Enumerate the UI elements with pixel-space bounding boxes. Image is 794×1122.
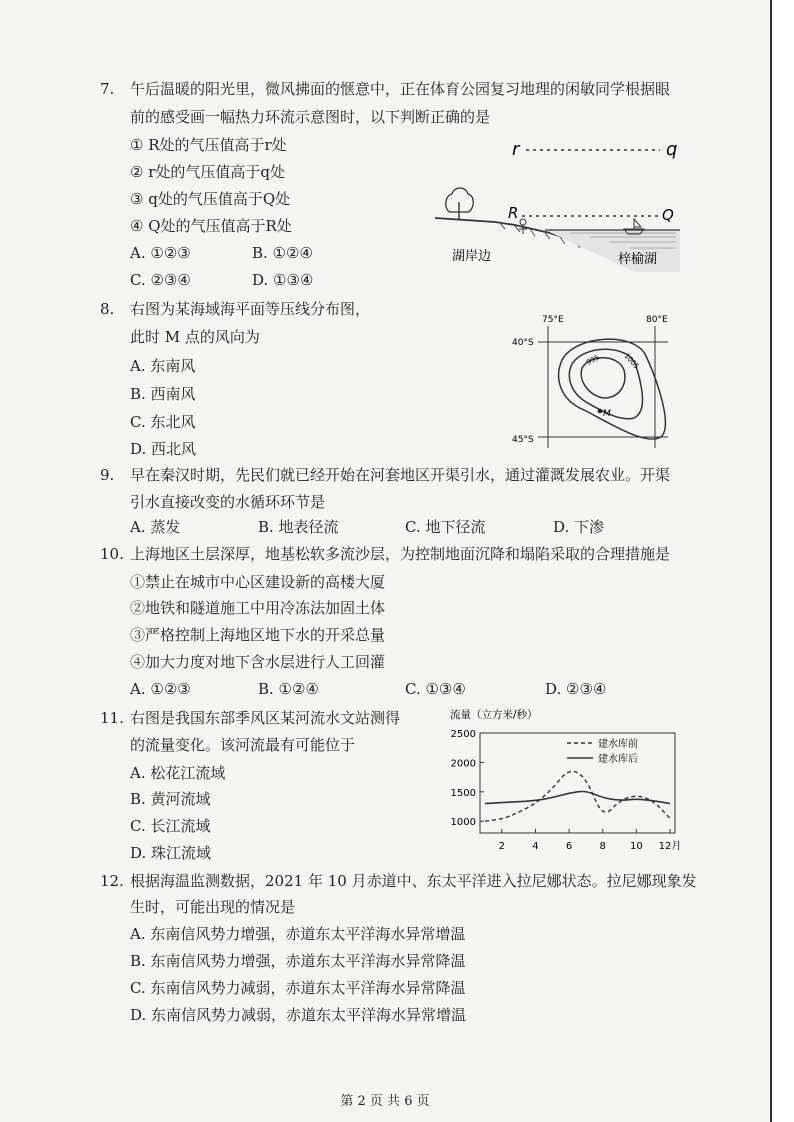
chart-plot-frame: [480, 733, 675, 833]
q12-stem-line2: 生时，可能出现的情况是: [130, 898, 296, 916]
q12-option-c: C. 东南信风势力减弱，赤道东太平洋海水异常降温: [130, 979, 466, 997]
q8-option-a: A. 东南风: [130, 357, 196, 375]
q7-option-c: C. ②③④: [130, 271, 191, 289]
q10-item-4: ④加大力度对地下含水层进行人工回灌: [130, 653, 386, 671]
q9-option-b: B. 地表径流: [258, 518, 339, 536]
q10-stem-line1: 上海地区土层深厚，地基松软多流沙层，为控制地面沉降和塌陷采取的合理措施是: [130, 545, 671, 563]
point-m-label: M: [603, 409, 611, 419]
q11-option-a: A. 松花江流域: [130, 764, 226, 782]
label-R: R: [508, 204, 519, 222]
isobar-label-1005: 1005: [622, 351, 641, 371]
q7-number: 7.: [100, 80, 115, 98]
chart-ylabel: 流量（立方米/秒）: [450, 709, 538, 721]
q10-item-1: ①禁止在城市中心区建设新的高楼大厦: [130, 573, 386, 591]
y-tick-label: 2000: [450, 758, 476, 770]
q9-option-a: A. 蒸发: [130, 518, 181, 536]
q9-number: 9.: [100, 466, 115, 484]
lake-water: [545, 230, 680, 272]
q12-option-a: A. 东南信风势力增强，赤道东太平洋海水异常增温: [130, 925, 466, 943]
q12-number: 12.: [100, 872, 124, 890]
q9-stem-line1: 早在秦汉时期，先民们就已经开始在河套地区开渠引水，通过灌溉发展农业。开渠: [130, 466, 671, 484]
x-tick-label: 10: [629, 841, 643, 852]
label-r: r: [512, 139, 520, 160]
q10-option-c: C. ①③④: [405, 680, 466, 698]
q8-option-d: D. 西北风: [130, 440, 197, 458]
q7-option-a: A. ①②③: [130, 244, 191, 262]
q9-stem-line2: 引水直接改变的水循环环节是: [130, 493, 326, 511]
q8-stem-line1: 右图为某海域海平面等压线分布图，: [130, 300, 371, 318]
legend-label-after: 建水库后: [598, 754, 638, 765]
q11-flow-chart: [440, 705, 690, 855]
y-tick-label: 1500: [450, 787, 476, 799]
x-tick-label: 8: [599, 841, 606, 852]
q8-option-b: B. 西南风: [130, 385, 196, 403]
q12-option-d: D. 东南信风势力减弱，赤道东太平洋海水异常增温: [130, 1006, 467, 1024]
lat-40s: 40°S: [512, 338, 534, 348]
y-tick-label: 2500: [450, 729, 476, 740]
x-tick-label: 12月: [658, 841, 682, 852]
q10-item-2: ②地铁和隧道施工中用冷冻法加固土体: [130, 599, 386, 617]
q10-option-d: D. ②③④: [545, 680, 607, 698]
x-tick-label: 4: [532, 841, 539, 852]
q10-option-b: B. ①②④: [258, 680, 319, 698]
right-page-margin: [772, 0, 794, 1122]
point-m-marker: [598, 409, 603, 414]
y-tick-label: 1000: [450, 817, 476, 829]
isobar-label-995: 995: [585, 353, 601, 367]
q7-stem-line1: 午后温暖的阳光里，微风拂面的惬意中，正在体育公园复习地理的闲敏同学根据眼: [130, 80, 671, 98]
q9-option-c: C. 地下径流: [405, 518, 486, 536]
q10-item-3: ③严格控制上海地区地下水的开采总量: [130, 626, 386, 644]
q8-isobar-map: [500, 312, 700, 450]
label-lake-side: 湖岸边: [452, 249, 492, 264]
q8-stem-line2: 此时 M 点的风向为: [130, 328, 260, 346]
q11-option-d: D. 珠江流域: [130, 844, 212, 862]
lon-80e: 80°E: [646, 315, 668, 325]
q7-thermal-circulation-figure: [430, 130, 700, 280]
q8-option-c: C. 东北风: [130, 413, 196, 431]
q11-stem-line2: 的流量变化。该河流最有可能位于: [130, 736, 356, 754]
q9-option-d: D. 下渗: [553, 518, 605, 536]
q7-item-4: ④ Q处的气压值高于R处: [130, 217, 292, 235]
series-line-before-reservoir: [485, 771, 670, 821]
q11-option-c: C. 长江流域: [130, 817, 211, 835]
q10-number: 10.: [100, 545, 124, 563]
label-q: q: [666, 139, 678, 160]
q11-stem-line1: 右图是我国东部季风区某河流水文站测得: [130, 709, 401, 727]
x-tick-label: 2: [498, 841, 506, 852]
q7-option-b: B. ①②④: [252, 244, 313, 262]
q7-option-d: D. ①③④: [252, 271, 314, 289]
label-Q: Q: [662, 206, 674, 224]
q12-stem-line1: 根据海温监测数据，2021 年 10 月赤道中、东太平洋进入拉尼娜状态。拉尼娜现象发: [130, 872, 697, 890]
q7-stem-line2: 前的感受画一幅热力环流示意图时，以下判断正确的是: [130, 108, 491, 126]
lon-75e: 75°E: [542, 315, 564, 325]
tree-icon: [446, 188, 474, 220]
q11-option-b: B. 黄河流域: [130, 790, 211, 808]
page-footer: 第 2 页 共 6 页: [340, 1094, 430, 1109]
x-tick-label: 6: [565, 841, 573, 852]
label-lake-name: 梓榆湖: [618, 252, 658, 267]
q11-number: 11.: [100, 709, 124, 727]
page-edge-line: [770, 0, 772, 1122]
q7-item-1: ① R处的气压值高于r处: [130, 136, 287, 154]
legend-label-before: 建水库前: [598, 739, 638, 750]
q8-number: 8.: [100, 300, 115, 318]
q7-item-2: ② r处的气压值高于q处: [130, 163, 285, 181]
q12-option-b: B. 东南信风势力增强，赤道东太平洋海水异常降温: [130, 952, 466, 970]
lat-45s: 45°S: [512, 435, 534, 445]
isobar-outer: [559, 339, 666, 439]
q7-item-3: ③ q处的气压值高于Q处: [130, 190, 291, 208]
q10-option-a: A. ①②③: [130, 680, 191, 698]
